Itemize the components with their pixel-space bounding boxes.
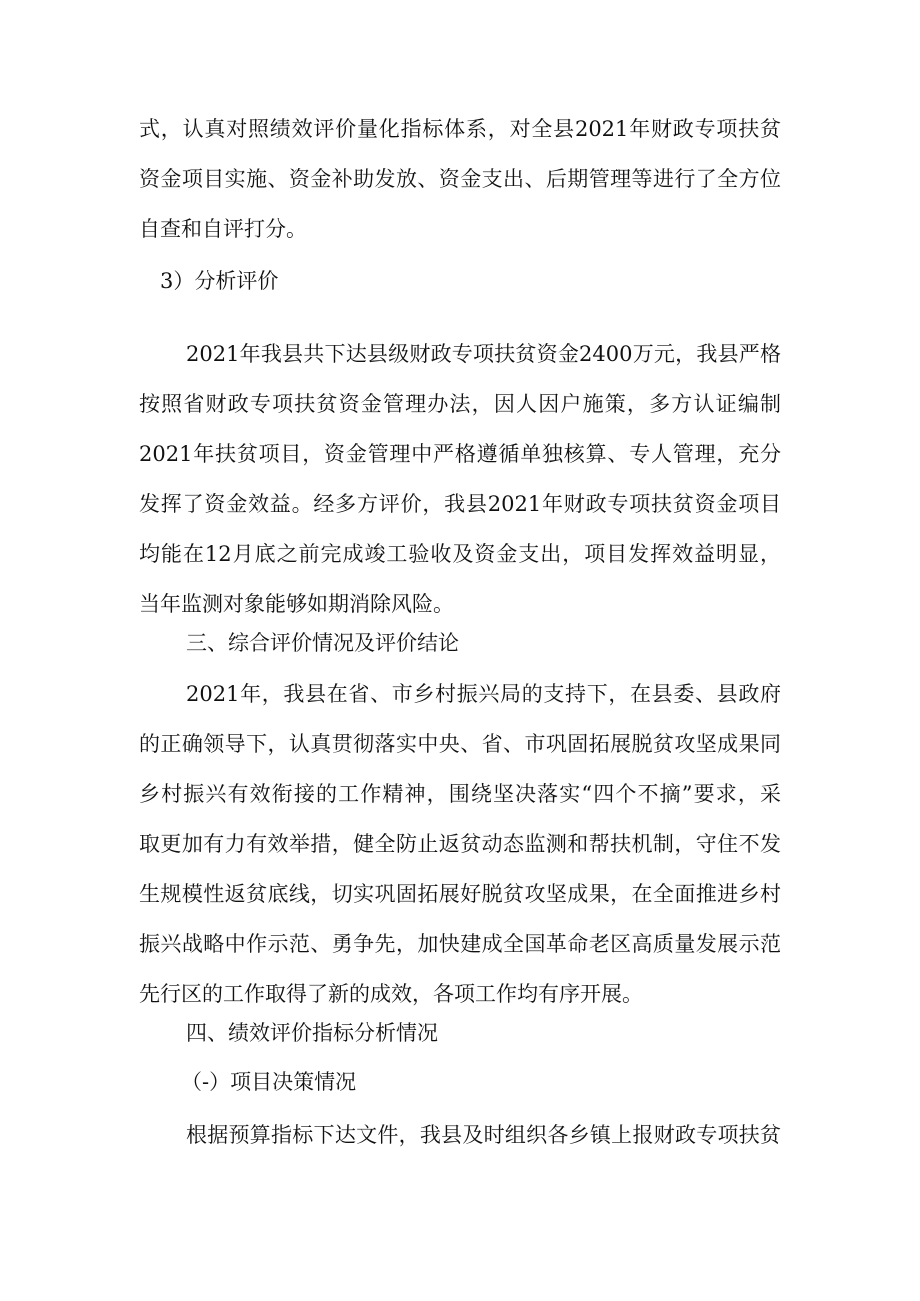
subheading-analysis: 3）分析评价 xyxy=(160,269,279,293)
paragraph-line: 的正确领导下，认真贯彻落实中央、省、市巩固拓展脱贫攻坚成果同 xyxy=(139,732,781,756)
paragraph-line: 生规模性返贫底线，切实巩固拓展好脱贫攻坚成果，在全面推进乡村 xyxy=(139,882,781,906)
paragraph-line: 发挥了资金效益。经多方评价，我县2021年财政专项扶贫资金项目 xyxy=(139,492,781,516)
paragraph-line: 先行区的工作取得了新的成效，各项工作均有序开展。 xyxy=(139,982,643,1006)
paragraph-line: 取更加有力有效举措，健全防止返贫动态监测和帮扶机制，守住不发 xyxy=(139,832,781,856)
section-heading-3: 三、综合评价情况及评价结论 xyxy=(186,631,459,655)
subheading-project-decision: （-）项目决策情况 xyxy=(181,1070,357,1094)
paragraph-line: 2021年我县共下达县级财政专项扶贫资金2400万元，我县严格 xyxy=(186,342,781,366)
paragraph-line: 乡村振兴有效衔接的工作精神，围绕坚决落实“四个不摘”要求，采 xyxy=(139,782,781,806)
paragraph-line: 式，认真对照绩效评价量化指标体系，对全县2021年财政专项扶贫 xyxy=(139,117,781,141)
paragraph-line: 振兴战略中作示范、勇争先，加快建成全国革命老区高质量发展示范 xyxy=(139,932,781,956)
paragraph-line: 均能在12月底之前完成竣工验收及资金支出，项目发挥效益明显， xyxy=(139,542,781,566)
paragraph-line: 2021年，我县在省、市乡村振兴局的支持下，在县委、县政府 xyxy=(186,682,781,706)
paragraph-line: 根据预算指标下达文件，我县及时组织各乡镇上报财政专项扶贫 xyxy=(186,1123,781,1147)
paragraph-line: 当年监测对象能够如期消除风险。 xyxy=(139,592,454,616)
paragraph-line: 资金项目实施、资金补助发放、资金支出、后期管理等进行了全方位 xyxy=(139,167,781,191)
paragraph-line: 自查和自评打分。 xyxy=(139,217,307,241)
section-heading-4: 四、绩效评价指标分析情况 xyxy=(186,1021,438,1045)
paragraph-line: 按照省财政专项扶贫资金管理办法，因人因户施策，多方认证编制 xyxy=(139,392,781,416)
paragraph-line: 2021年扶贫项目，资金管理中严格遵循单独核算、专人管理，充分 xyxy=(139,442,781,466)
